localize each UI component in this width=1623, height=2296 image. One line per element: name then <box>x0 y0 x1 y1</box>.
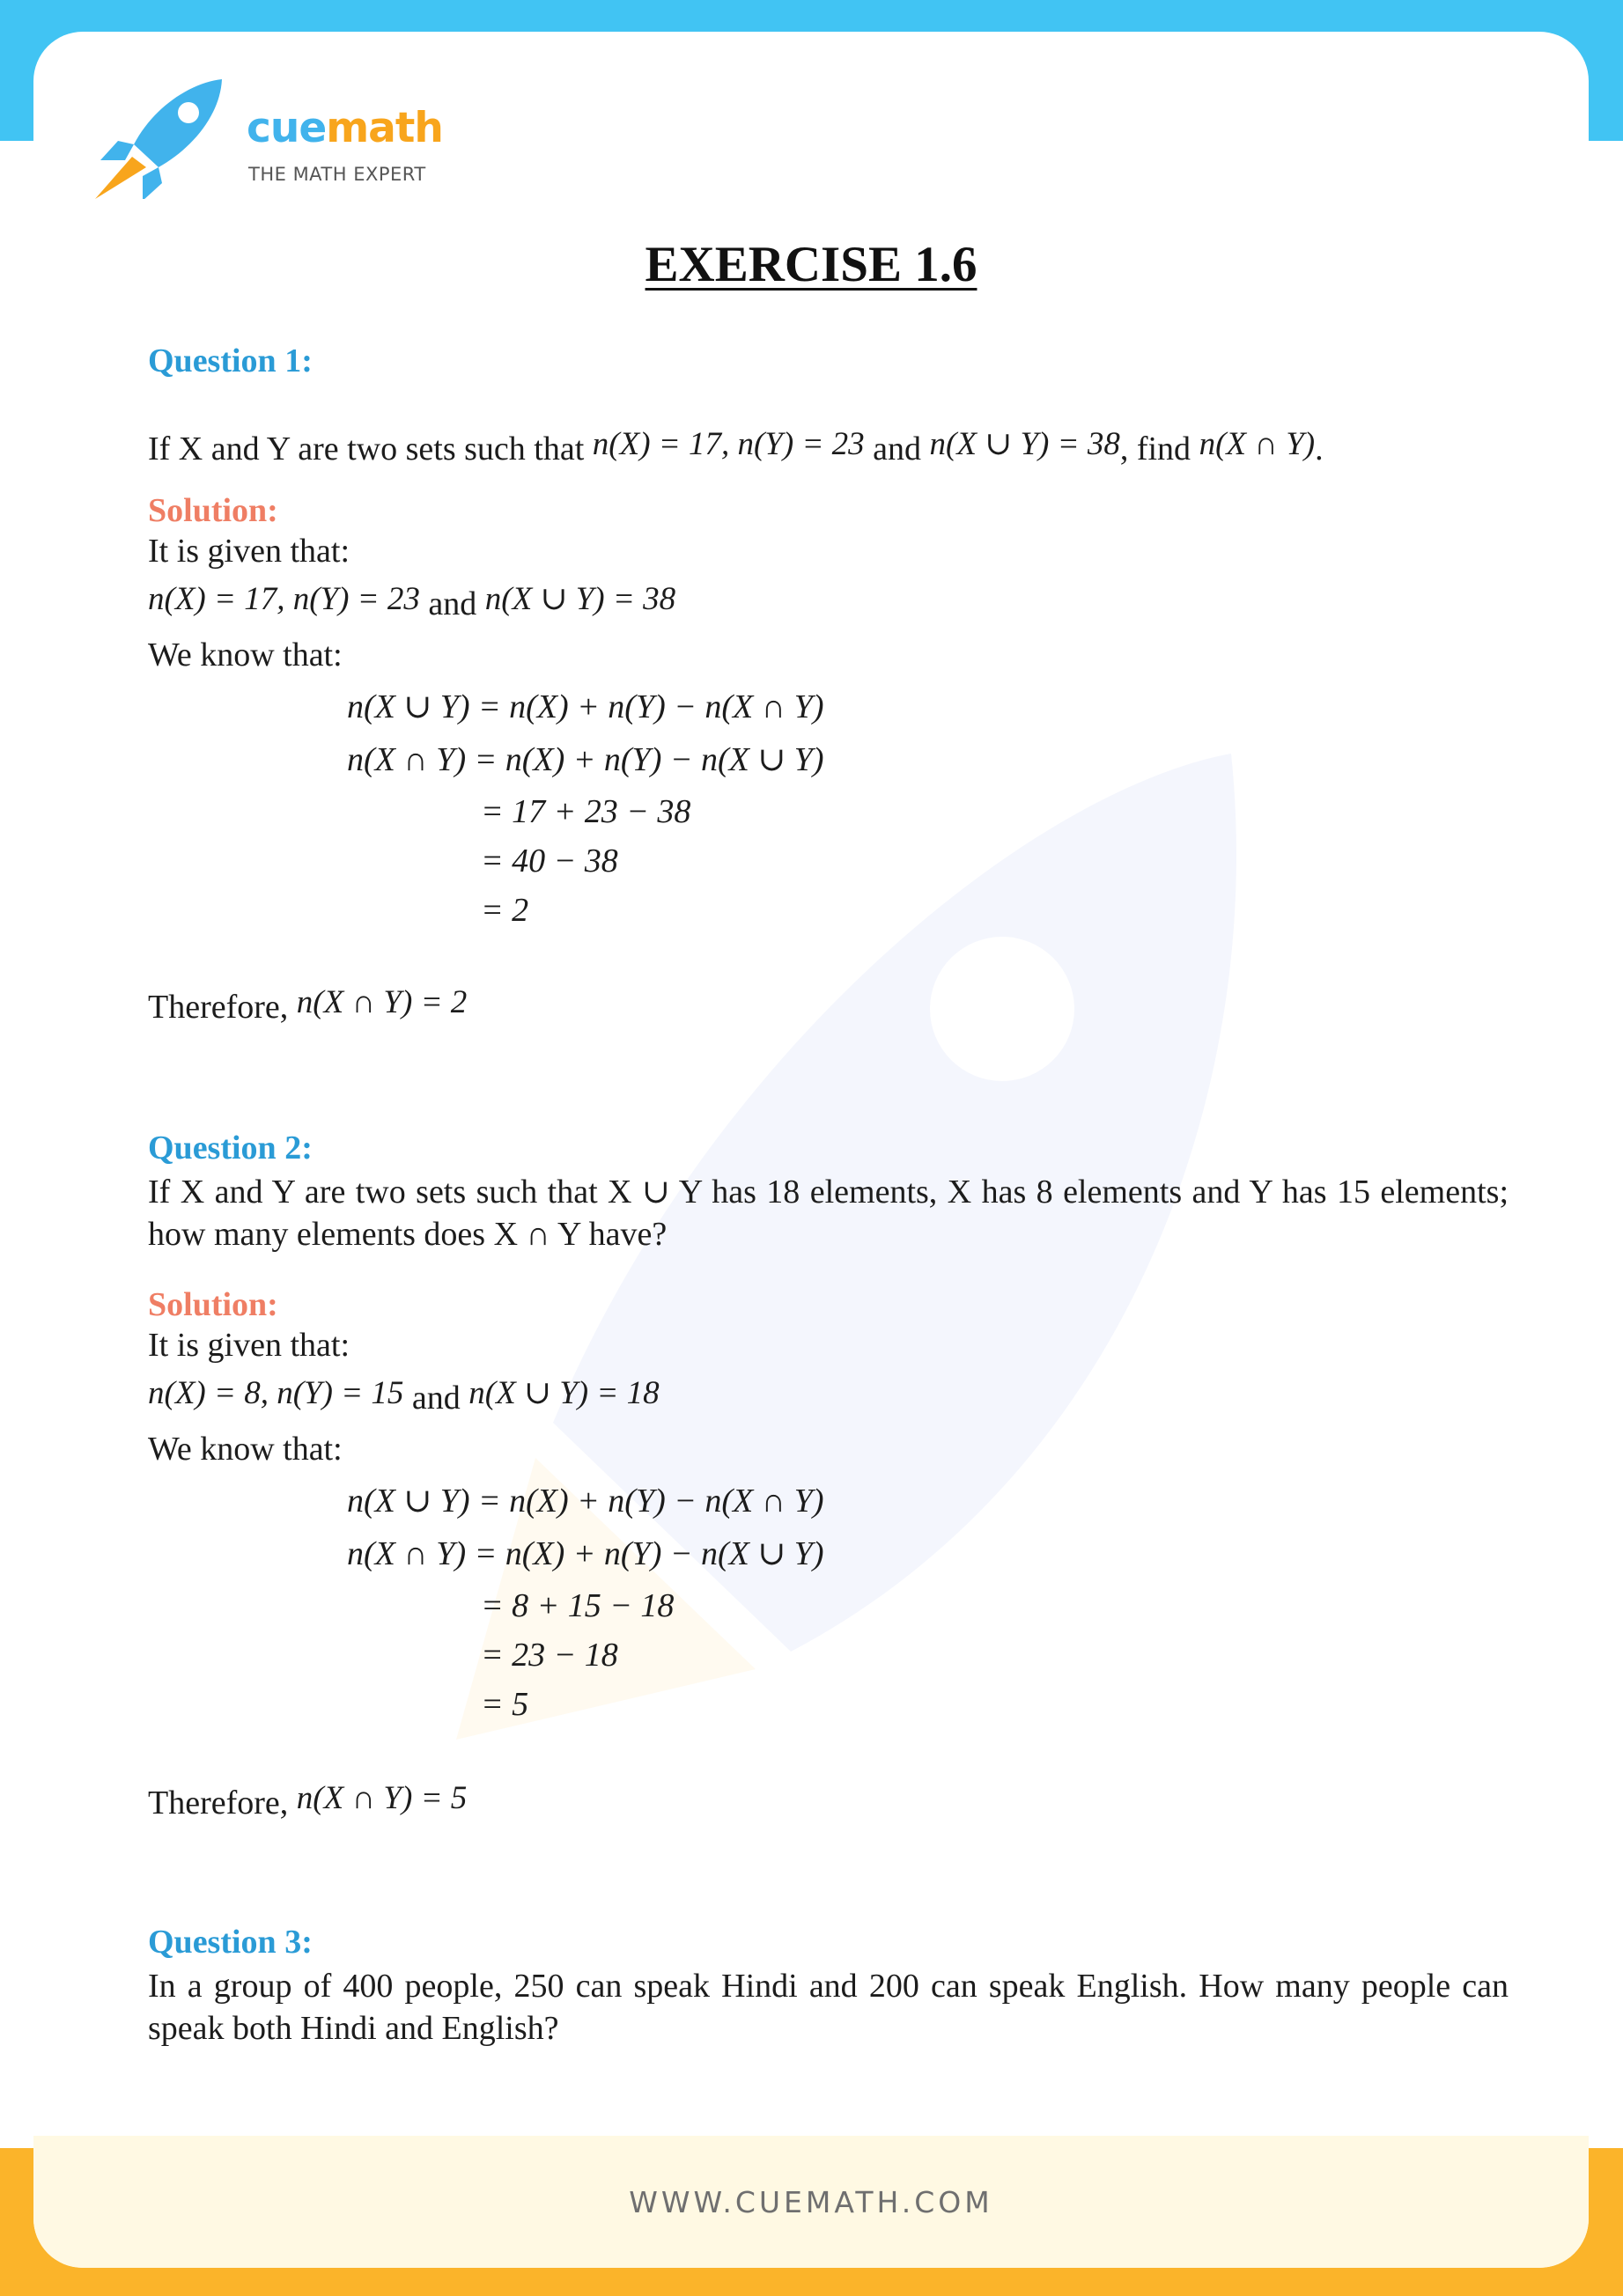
q1-step-1: n(X ∪ Y) = n(X) + n(Y) − n(X ∩ Y) <box>347 688 824 725</box>
question-2-text: If X and Y are two sets such that X ∪ Y has 18 elements, X has 8 elements and Y has 15 elements; how many elements does X ∩ Y have? <box>148 1174 1509 1253</box>
page-card <box>33 32 1589 2268</box>
question-2-label: Question 2: <box>148 1130 313 1166</box>
question-1-text <box>148 426 1324 470</box>
q2-given-values <box>148 1375 660 1419</box>
solution-1-label: Solution: <box>148 492 278 529</box>
q2-step-4: = 23 − 18 <box>481 1637 618 1674</box>
question-3-label: Question 3: <box>148 1924 313 1961</box>
rocket-logo-icon <box>92 76 232 199</box>
footer-website-link[interactable]: WWW.CUEMATH.COM <box>629 2184 993 2219</box>
logo-wordmark <box>247 104 443 152</box>
cuemath-logo[interactable] <box>92 76 443 199</box>
footer <box>33 2136 1589 2268</box>
q1-step-5: = 2 <box>481 892 529 929</box>
logo-word-math: math <box>326 104 443 152</box>
q1-given-and: and <box>428 585 477 622</box>
q1-given-intro: It is given that: <box>148 533 350 570</box>
q2-know-intro: We know that: <box>148 1431 343 1468</box>
q1-result: n(X ∩ Y) = 2 <box>296 984 468 1020</box>
q1-text-d: . <box>1315 430 1324 467</box>
logo-tagline: THE MATH EXPERT <box>248 164 426 185</box>
q2-given-and: and <box>411 1380 461 1417</box>
q2-step-2: n(X ∩ Y) = n(X) + n(Y) − n(X ∪ Y) <box>347 1535 824 1572</box>
q2-result: n(X ∩ Y) = 5 <box>296 1780 468 1816</box>
question-1-label: Question 1: <box>148 342 313 379</box>
q2-given-intro: It is given that: <box>148 1327 350 1364</box>
q1-math-a: n(X) = 17, n(Y) = 23 <box>592 426 865 462</box>
q2-step-3: = 8 + 15 − 18 <box>481 1587 675 1624</box>
q1-know-intro: We know that: <box>148 637 343 673</box>
q1-text-c: , find <box>1119 430 1191 467</box>
solution-2-label: Solution: <box>148 1286 278 1323</box>
q2-conclusion <box>148 1780 468 1824</box>
q2-step-5: = 5 <box>481 1686 529 1723</box>
q2-given-math-a: n(X) = 8, n(Y) = 15 <box>148 1375 404 1411</box>
q1-text-b: and <box>873 430 922 467</box>
q1-step-2: n(X ∩ Y) = n(X) + n(Y) − n(X ∪ Y) <box>347 741 824 778</box>
q2-step-1: n(X ∪ Y) = n(X) + n(Y) − n(X ∩ Y) <box>347 1483 824 1520</box>
q1-step-3: = 17 + 23 − 38 <box>481 793 691 830</box>
question-3-text: In a group of 400 people, 250 can speak Hindi and 200 can speak English. How many people can speak both Hindi and English? <box>148 1968 1509 2047</box>
q1-math-b: n(X ∪ Y) = 38 <box>929 426 1120 462</box>
q1-therefore: Therefore, <box>148 989 289 1026</box>
q1-given-math-b: n(X ∪ Y) = 38 <box>484 581 676 617</box>
q1-math-c: n(X ∩ Y) <box>1199 426 1316 462</box>
q1-text-a: If X and Y are two sets such that <box>148 430 585 467</box>
page-title: EXERCISE 1.6 <box>645 237 977 292</box>
q1-given-math-a: n(X) = 17, n(Y) = 23 <box>148 581 420 617</box>
q1-given-values <box>148 581 676 625</box>
q1-conclusion <box>148 984 468 1028</box>
q2-given-math-b: n(X ∪ Y) = 18 <box>468 1375 660 1411</box>
logo-word-cue: cue <box>247 104 327 152</box>
q2-therefore: Therefore, <box>148 1785 289 1821</box>
q1-step-4: = 40 − 38 <box>481 843 618 879</box>
